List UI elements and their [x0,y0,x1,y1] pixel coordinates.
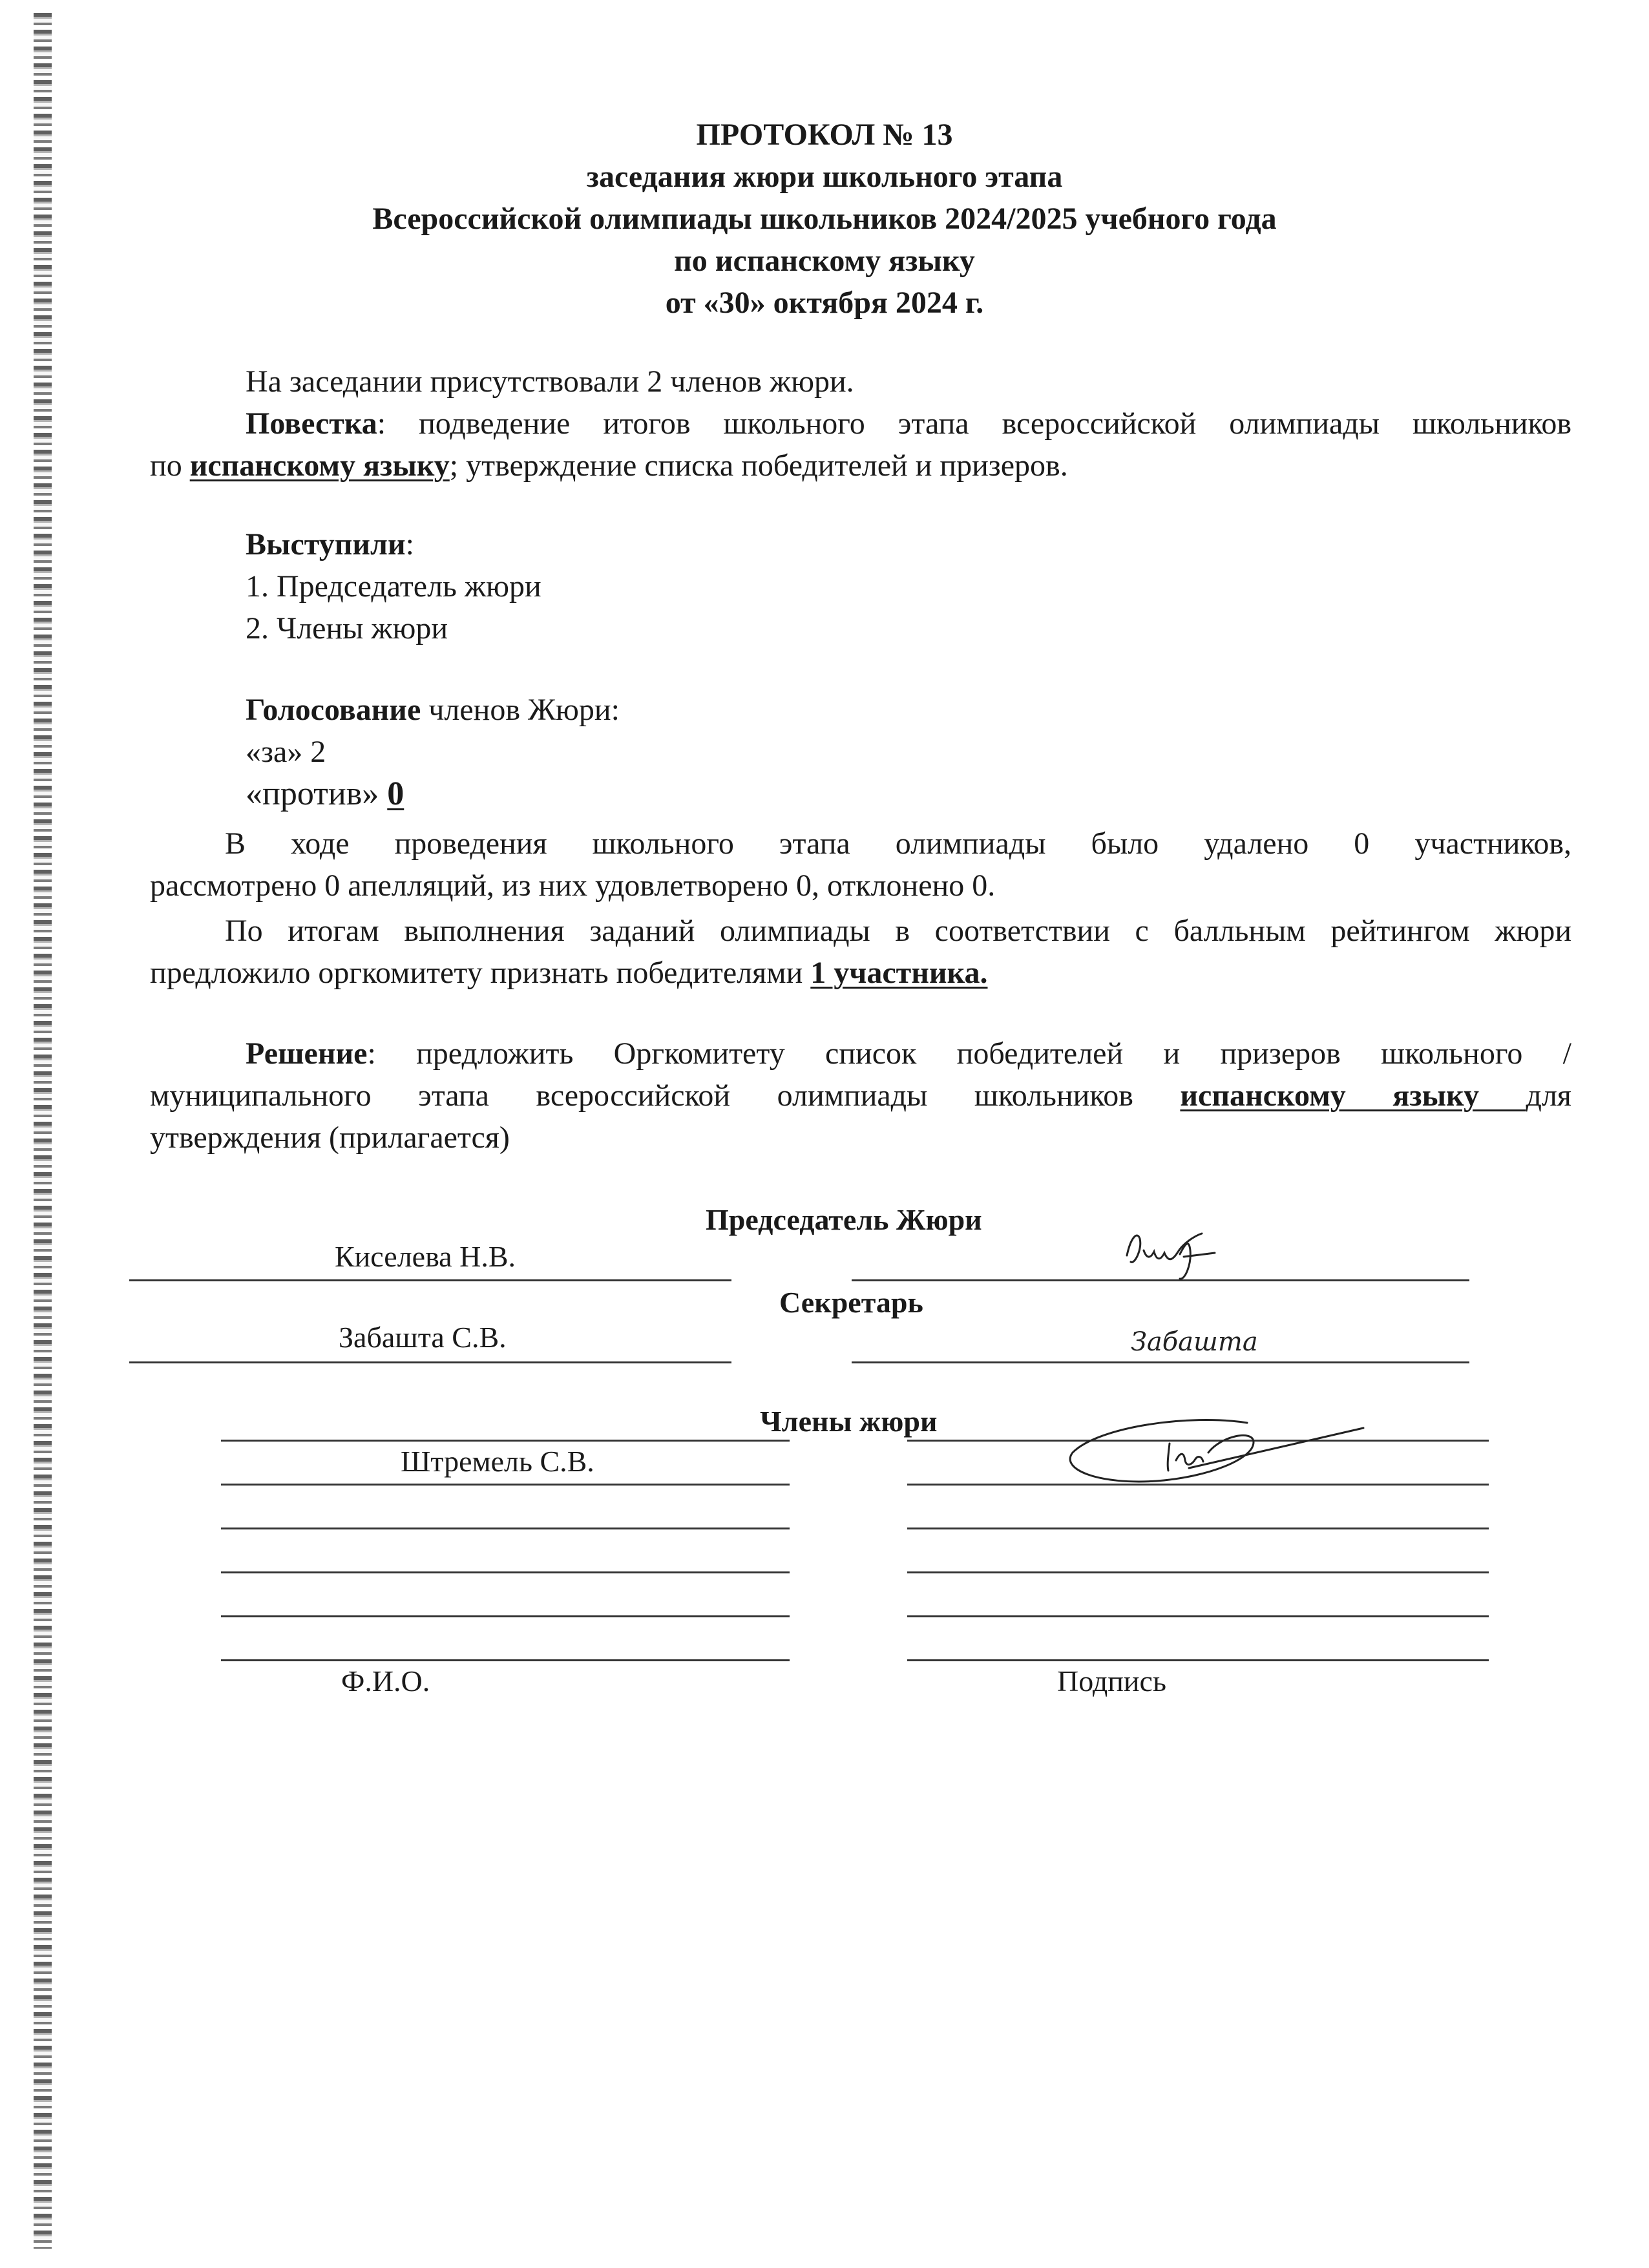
members-heading: Члены жюри [760,1405,938,1438]
protocol-date: от «30» октября 2024 г. [665,286,984,320]
chair-name-line [129,1279,731,1281]
decision-line-2 [150,1075,1571,1117]
results-line-1: По итогам выполнения заданий олимпиады в соответствии с балльным рейтингом жюри [225,914,1571,948]
decision-label: Решение [246,1036,368,1071]
scan-edge-artifact [34,13,52,2249]
vote-label: Голосование [246,693,421,727]
vote-heading [246,689,620,731]
secretary-name: Забашта С.В. [339,1321,507,1354]
decision-text: : предложить Оргкомитету список победителей и призеров школьного / [367,1036,1571,1071]
decision-line-2-suffix: для [1526,1078,1571,1113]
results-prefix: предложило оргкомитету признать победителями [150,956,811,990]
agenda-label: Повестка [246,406,377,441]
member-line-2-left [221,1528,790,1529]
agenda-suffix: ; утверждение списка победителей и призеров. [449,448,1068,483]
speaker-item-1: 1. Председатель жюри [246,569,541,604]
member-line-4-right [907,1615,1489,1617]
secretary-heading: Секретарь [779,1286,923,1319]
secretary-name-line [129,1361,731,1363]
decision-line-3: утверждения (прилагается) [150,1120,510,1155]
member-line-3-right [907,1571,1489,1573]
member-signature-1 [1060,1414,1370,1491]
vote-against-label: «против» [246,775,388,812]
fio-label: Ф.И.О. [341,1664,430,1697]
chair-heading: Председатель Жюри [706,1203,982,1236]
member-line-4-left [221,1615,790,1617]
member-line-5-right [907,1659,1489,1661]
decision-line-1 [150,1033,1571,1075]
member-name-1: Штремель С.В. [401,1445,594,1478]
agenda-line-1 [150,403,1571,445]
speakers-colon: : [405,527,414,562]
results-winners: 1 участника. [810,956,988,990]
agenda-subject: испанскому языку [189,448,450,483]
secretary-signature: Забашта [1131,1327,1258,1357]
decision-subject: испанскому языку [1180,1078,1526,1113]
secretary-signature-line [852,1361,1469,1363]
chair-name: Киселева Н.В. [335,1240,516,1273]
decision-line-2-prefix: муниципального этапа всероссийской олимпиады школьников [150,1078,1181,1113]
agenda-text: : подведение итогов школьного этапа всероссийской олимпиады школьников [377,406,1571,441]
member-line-3-left [221,1571,790,1573]
protocol-number: ПРОТОКОЛ № 13 [696,118,953,152]
member-line-1-left [221,1484,790,1486]
speakers-label: Выступили [246,527,406,562]
document-header [0,114,1649,324]
results-line-2 [150,952,987,994]
olympiad-title: Всероссийской олимпиады школьников 2024/2025 учебного года [372,202,1277,236]
agenda-prefix: по [150,448,190,483]
protocol-subtitle: заседания жюри школьного этапа [586,160,1063,194]
member-line-1-right [907,1484,1489,1486]
attendance-line: На заседании присутствовали 2 членов жюри. [246,364,854,399]
speaker-item-2: 2. Члены жюри [246,611,448,646]
member-line-top-left [221,1440,790,1442]
signature-label: Подпись [1057,1664,1166,1697]
agenda-line-2 [150,445,1068,487]
vote-for: «за» 2 [246,735,326,769]
vote-against [246,773,404,815]
olympiad-subject: по испанскому языку [674,244,975,278]
member-line-5-left [221,1659,790,1661]
speakers-heading [246,523,414,565]
removed-line-1: В ходе проведения школьного этапа олимпиады было удалено 0 участников, [225,826,1571,861]
removed-line-2: рассмотрено 0 апелляций, из них удовлетворено 0, отклонено 0. [150,868,996,903]
member-line-2-right [907,1528,1489,1529]
chair-signature [1118,1224,1228,1286]
vote-text: членов Жюри: [421,693,620,727]
vote-against-value: 0 [387,775,404,812]
